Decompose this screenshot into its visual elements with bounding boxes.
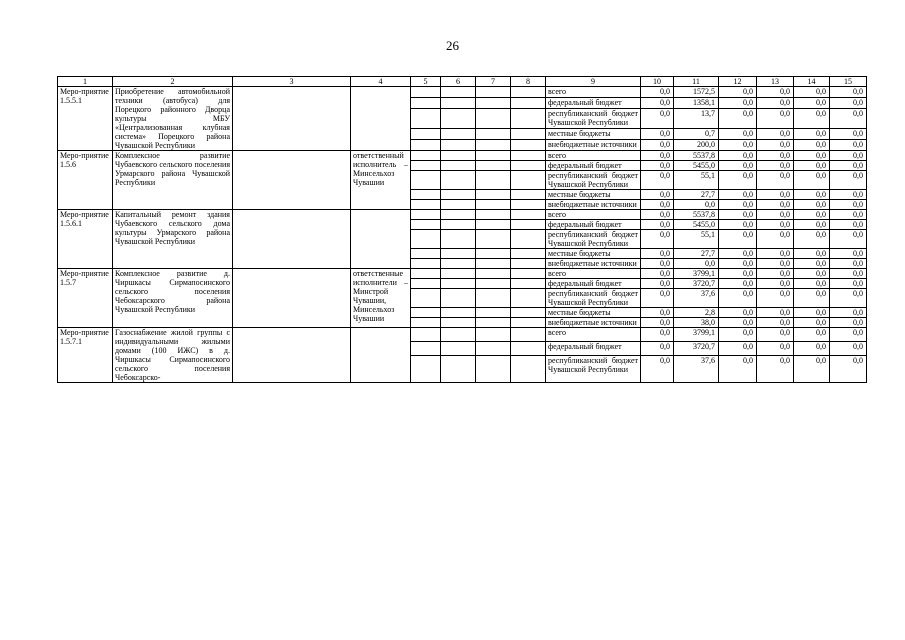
amount-cell: 0,0: [830, 289, 867, 308]
amount-cell: 0,0: [757, 140, 794, 151]
empty-cell: [511, 279, 546, 289]
funding-source: республиканский бюджет Чувашской Республики: [546, 289, 641, 308]
empty-cell: [441, 151, 476, 161]
amount-cell: 0,0: [757, 171, 794, 190]
amount-cell: 3799,1: [674, 328, 719, 342]
amount-cell: 0,0: [794, 328, 830, 342]
amount-cell: 3799,1: [674, 269, 719, 279]
funding-source: республиканский бюджет Чувашской Республики: [546, 356, 641, 383]
empty-cell: [441, 259, 476, 269]
amount-cell: 0,0: [830, 328, 867, 342]
column-number: 7: [476, 77, 511, 87]
table-row: [58, 269, 867, 279]
empty-cell: [441, 328, 476, 342]
amount-cell: 0,0: [757, 308, 794, 318]
empty-cell: [411, 308, 441, 318]
measure-name: Капитальный ремонт здания Чубаевского сельского дома культуры Урмарского района Чувашской Республики: [113, 210, 233, 269]
empty-cell: [233, 269, 351, 328]
empty-cell: [441, 269, 476, 279]
measure-code: Меро-приятие 1.5.6.1: [58, 210, 113, 269]
amount-cell: 0,0: [757, 129, 794, 140]
funding-source: республиканский бюджет Чувашской Республики: [546, 230, 641, 249]
amount-cell: 0,0: [757, 87, 794, 98]
amount-cell: 13,7: [674, 108, 719, 129]
column-number: 9: [546, 77, 641, 87]
empty-cell: [476, 190, 511, 200]
amount-cell: 0,0: [641, 249, 674, 259]
empty-cell: [476, 200, 511, 210]
amount-cell: 0,0: [641, 289, 674, 308]
empty-cell: [476, 220, 511, 230]
empty-cell: [476, 151, 511, 161]
amount-cell: 0,0: [830, 129, 867, 140]
amount-cell: 0,0: [830, 161, 867, 171]
amount-cell: 0,0: [794, 308, 830, 318]
amount-cell: 0,0: [794, 210, 830, 220]
measure-code: Меро-приятие 1.5.7: [58, 269, 113, 328]
amount-cell: 0,0: [757, 97, 794, 108]
empty-cell: [476, 279, 511, 289]
amount-cell: 0,0: [719, 269, 757, 279]
empty-cell: [233, 328, 351, 383]
column-number-row: [58, 77, 867, 87]
amount-cell: 0,0: [641, 279, 674, 289]
empty-cell: [476, 171, 511, 190]
table-row: [58, 87, 867, 98]
amount-cell: 0,0: [719, 190, 757, 200]
table-row: [58, 328, 867, 342]
funding-source: внебюджетные источники: [546, 259, 641, 269]
amount-cell: 37,6: [674, 356, 719, 383]
amount-cell: 0,0: [641, 151, 674, 161]
executor-cell: [351, 87, 411, 151]
amount-cell: 0,0: [719, 97, 757, 108]
empty-cell: [476, 129, 511, 140]
empty-cell: [411, 151, 441, 161]
amount-cell: 0,7: [674, 129, 719, 140]
empty-cell: [441, 161, 476, 171]
empty-cell: [476, 318, 511, 328]
amount-cell: 37,6: [674, 289, 719, 308]
empty-cell: [411, 269, 441, 279]
amount-cell: 0,0: [757, 289, 794, 308]
empty-cell: [511, 200, 546, 210]
amount-cell: 0,0: [719, 140, 757, 151]
amount-cell: 3720,7: [674, 279, 719, 289]
amount-cell: 0,0: [719, 356, 757, 383]
empty-cell: [441, 249, 476, 259]
amount-cell: 0,0: [830, 200, 867, 210]
funding-source: всего: [546, 269, 641, 279]
amount-cell: 0,0: [641, 129, 674, 140]
amount-cell: 0,0: [794, 230, 830, 249]
amount-cell: 0,0: [794, 269, 830, 279]
empty-cell: [511, 97, 546, 108]
column-number: 15: [830, 77, 867, 87]
empty-cell: [441, 220, 476, 230]
amount-cell: 55,1: [674, 171, 719, 190]
empty-cell: [411, 161, 441, 171]
amount-cell: 0,0: [757, 161, 794, 171]
empty-cell: [411, 318, 441, 328]
amount-cell: 2,8: [674, 308, 719, 318]
funding-source: всего: [546, 151, 641, 161]
empty-cell: [511, 269, 546, 279]
amount-cell: 0,0: [794, 161, 830, 171]
amount-cell: 0,0: [641, 328, 674, 342]
empty-cell: [411, 249, 441, 259]
amount-cell: 5537,8: [674, 151, 719, 161]
empty-cell: [511, 140, 546, 151]
amount-cell: 0,0: [757, 259, 794, 269]
amount-cell: 0,0: [794, 129, 830, 140]
empty-cell: [511, 108, 546, 129]
empty-cell: [511, 161, 546, 171]
empty-cell: [511, 210, 546, 220]
empty-cell: [511, 87, 546, 98]
table-row: [58, 210, 867, 220]
empty-cell: [476, 230, 511, 249]
amount-cell: 0,0: [794, 318, 830, 328]
amount-cell: 0,0: [641, 259, 674, 269]
measure-name: Комплексное развитие Чубаевского сельского поселения Урмарского района Чувашской Республики: [113, 151, 233, 210]
amount-cell: 0,0: [641, 210, 674, 220]
amount-cell: 5455,0: [674, 161, 719, 171]
amount-cell: 0,0: [719, 279, 757, 289]
funding-source: местные бюджеты: [546, 308, 641, 318]
amount-cell: 0,0: [794, 108, 830, 129]
amount-cell: 0,0: [830, 151, 867, 161]
empty-cell: [441, 318, 476, 328]
empty-cell: [441, 171, 476, 190]
amount-cell: 0,0: [641, 140, 674, 151]
column-number: 1: [58, 77, 113, 87]
funding-source: всего: [546, 87, 641, 98]
empty-cell: [511, 308, 546, 318]
empty-cell: [441, 308, 476, 318]
amount-cell: 27,7: [674, 249, 719, 259]
amount-cell: 0,0: [757, 269, 794, 279]
funding-source: федеральный бюджет: [546, 161, 641, 171]
amount-cell: 0,0: [794, 289, 830, 308]
empty-cell: [411, 108, 441, 129]
amount-cell: 0,0: [830, 171, 867, 190]
funding-source: внебюджетные источники: [546, 318, 641, 328]
amount-cell: 0,0: [674, 200, 719, 210]
empty-cell: [511, 342, 546, 356]
empty-cell: [411, 129, 441, 140]
amount-cell: 0,0: [719, 151, 757, 161]
empty-cell: [233, 151, 351, 210]
amount-cell: 0,0: [794, 87, 830, 98]
empty-cell: [511, 289, 546, 308]
amount-cell: 5455,0: [674, 220, 719, 230]
column-number: 13: [757, 77, 794, 87]
empty-cell: [441, 97, 476, 108]
empty-cell: [441, 342, 476, 356]
empty-cell: [476, 161, 511, 171]
empty-cell: [511, 220, 546, 230]
empty-cell: [441, 190, 476, 200]
empty-cell: [233, 210, 351, 269]
amount-cell: 0,0: [757, 210, 794, 220]
measure-name: Комплексное развитие д. Чиршкасы Сирмапосинского сельского поселения Чебоксарского района Чувашской Республики: [113, 269, 233, 328]
measure-code: Меро-приятие 1.5.7.1: [58, 328, 113, 383]
amount-cell: 0,0: [757, 342, 794, 356]
amount-cell: 0,0: [719, 129, 757, 140]
empty-cell: [511, 129, 546, 140]
amount-cell: 0,0: [641, 87, 674, 98]
empty-cell: [411, 171, 441, 190]
amount-cell: 0,0: [794, 279, 830, 289]
amount-cell: 0,0: [757, 151, 794, 161]
empty-cell: [441, 200, 476, 210]
amount-cell: 1358,1: [674, 97, 719, 108]
amount-cell: 0,0: [830, 108, 867, 129]
empty-cell: [441, 87, 476, 98]
amount-cell: 0,0: [719, 342, 757, 356]
executor-cell: ответственные исполнители – Минстрой Чувашии, Минсельхоз Чувашии: [351, 269, 411, 328]
amount-cell: 0,0: [641, 200, 674, 210]
column-number: 11: [674, 77, 719, 87]
amount-cell: 0,0: [757, 190, 794, 200]
amount-cell: 0,0: [641, 190, 674, 200]
empty-cell: [476, 289, 511, 308]
amount-cell: 0,0: [719, 210, 757, 220]
amount-cell: 0,0: [830, 97, 867, 108]
amount-cell: 0,0: [641, 308, 674, 318]
amount-cell: 0,0: [794, 200, 830, 210]
amount-cell: 0,0: [830, 318, 867, 328]
empty-cell: [476, 342, 511, 356]
column-number: 8: [511, 77, 546, 87]
empty-cell: [511, 249, 546, 259]
empty-cell: [441, 356, 476, 383]
empty-cell: [476, 356, 511, 383]
funding-source: федеральный бюджет: [546, 279, 641, 289]
amount-cell: 0,0: [641, 356, 674, 383]
amount-cell: 0,0: [641, 97, 674, 108]
amount-cell: 0,0: [830, 190, 867, 200]
amount-cell: 0,0: [794, 171, 830, 190]
amount-cell: 0,0: [830, 249, 867, 259]
funding-source: федеральный бюджет: [546, 220, 641, 230]
column-number: 14: [794, 77, 830, 87]
empty-cell: [411, 230, 441, 249]
measure-name: Приобретение автомобильной техники (автобуса) для Порецкого районного Дворца культуры МБУ «Централизованная клубная система» Порецкого района Чувашской Республики: [113, 87, 233, 151]
amount-cell: 0,0: [719, 108, 757, 129]
empty-cell: [511, 318, 546, 328]
amount-cell: 0,0: [719, 318, 757, 328]
empty-cell: [476, 97, 511, 108]
empty-cell: [441, 289, 476, 308]
amount-cell: 0,0: [830, 210, 867, 220]
funding-source: местные бюджеты: [546, 129, 641, 140]
amount-cell: 0,0: [641, 171, 674, 190]
empty-cell: [411, 289, 441, 308]
amount-cell: 0,0: [830, 269, 867, 279]
amount-cell: 0,0: [757, 279, 794, 289]
funding-source: внебюджетные источники: [546, 140, 641, 151]
amount-cell: 55,1: [674, 230, 719, 249]
measure-code: Меро-приятие 1.5.5.1: [58, 87, 113, 151]
amount-cell: 0,0: [757, 328, 794, 342]
amount-cell: 0,0: [719, 289, 757, 308]
executor-cell: [351, 328, 411, 383]
amount-cell: 0,0: [830, 356, 867, 383]
funding-source: федеральный бюджет: [546, 97, 641, 108]
empty-cell: [476, 328, 511, 342]
amount-cell: 0,0: [719, 308, 757, 318]
empty-cell: [511, 356, 546, 383]
empty-cell: [476, 210, 511, 220]
amount-cell: 0,0: [794, 259, 830, 269]
amount-cell: 0,0: [674, 259, 719, 269]
funding-source: внебюджетные источники: [546, 200, 641, 210]
amount-cell: 0,0: [641, 108, 674, 129]
amount-cell: 0,0: [757, 220, 794, 230]
empty-cell: [411, 220, 441, 230]
empty-cell: [476, 269, 511, 279]
funding-source: республиканский бюджет Чувашской Республики: [546, 171, 641, 190]
amount-cell: 0,0: [719, 259, 757, 269]
empty-cell: [511, 190, 546, 200]
empty-cell: [411, 279, 441, 289]
empty-cell: [441, 129, 476, 140]
empty-cell: [441, 210, 476, 220]
amount-cell: 0,0: [830, 140, 867, 151]
amount-cell: 0,0: [641, 220, 674, 230]
table-row: [58, 151, 867, 161]
amount-cell: 0,0: [719, 220, 757, 230]
empty-cell: [476, 259, 511, 269]
column-number: 6: [441, 77, 476, 87]
funding-source: федеральный бюджет: [546, 342, 641, 356]
amount-cell: 0,0: [794, 140, 830, 151]
amount-cell: 0,0: [641, 342, 674, 356]
empty-cell: [511, 171, 546, 190]
amount-cell: 1572,5: [674, 87, 719, 98]
empty-cell: [511, 259, 546, 269]
empty-cell: [441, 140, 476, 151]
executor-cell: ответственный исполнитель – Минсельхоз Чувашии: [351, 151, 411, 210]
empty-cell: [411, 210, 441, 220]
amount-cell: 0,0: [794, 342, 830, 356]
empty-cell: [411, 328, 441, 342]
amount-cell: 0,0: [830, 279, 867, 289]
amount-cell: 0,0: [641, 269, 674, 279]
empty-cell: [411, 87, 441, 98]
empty-cell: [411, 356, 441, 383]
amount-cell: 0,0: [757, 249, 794, 259]
column-number: 10: [641, 77, 674, 87]
empty-cell: [441, 108, 476, 129]
page-number: 26: [446, 38, 459, 53]
amount-cell: 0,0: [641, 318, 674, 328]
empty-cell: [411, 342, 441, 356]
amount-cell: 0,0: [719, 171, 757, 190]
amount-cell: 0,0: [719, 87, 757, 98]
funding-source: местные бюджеты: [546, 249, 641, 259]
amount-cell: 0,0: [830, 230, 867, 249]
measure-name: Газоснабжение жилой группы с индивидуальными жилыми домами (100 ИЖС) в д. Чиршкасы Сирмапосинского сельского поселения Чебоксарско-: [113, 328, 233, 383]
amount-cell: 0,0: [757, 318, 794, 328]
empty-cell: [411, 200, 441, 210]
column-number: 4: [351, 77, 411, 87]
amount-cell: 0,0: [794, 97, 830, 108]
funding-source: всего: [546, 328, 641, 342]
amount-cell: 0,0: [830, 308, 867, 318]
amount-cell: 0,0: [757, 230, 794, 249]
amount-cell: 0,0: [719, 249, 757, 259]
empty-cell: [411, 259, 441, 269]
empty-cell: [411, 190, 441, 200]
empty-cell: [511, 151, 546, 161]
amount-cell: 0,0: [830, 259, 867, 269]
amount-cell: 0,0: [794, 356, 830, 383]
amount-cell: 0,0: [794, 249, 830, 259]
empty-cell: [233, 87, 351, 151]
amount-cell: 0,0: [641, 230, 674, 249]
amount-cell: 27,7: [674, 190, 719, 200]
funding-source: местные бюджеты: [546, 190, 641, 200]
empty-cell: [476, 249, 511, 259]
funding-source: всего: [546, 210, 641, 220]
funding-source: республиканский бюджет Чувашской Республики: [546, 108, 641, 129]
empty-cell: [441, 279, 476, 289]
empty-cell: [476, 308, 511, 318]
amount-cell: 0,0: [719, 328, 757, 342]
empty-cell: [476, 87, 511, 98]
empty-cell: [511, 230, 546, 249]
program-table: [57, 76, 867, 383]
measure-code: Меро-приятие 1.5.6: [58, 151, 113, 210]
amount-cell: 0,0: [830, 342, 867, 356]
amount-cell: 0,0: [830, 87, 867, 98]
empty-cell: [476, 140, 511, 151]
amount-cell: 0,0: [757, 356, 794, 383]
amount-cell: 5537,8: [674, 210, 719, 220]
amount-cell: 0,0: [794, 151, 830, 161]
amount-cell: 3720,7: [674, 342, 719, 356]
amount-cell: 0,0: [794, 190, 830, 200]
empty-cell: [511, 328, 546, 342]
column-number: 5: [411, 77, 441, 87]
amount-cell: 0,0: [757, 200, 794, 210]
amount-cell: 0,0: [794, 220, 830, 230]
amount-cell: 0,0: [757, 108, 794, 129]
amount-cell: 0,0: [719, 161, 757, 171]
amount-cell: 200,0: [674, 140, 719, 151]
amount-cell: 0,0: [830, 220, 867, 230]
amount-cell: 0,0: [641, 161, 674, 171]
amount-cell: 0,0: [719, 230, 757, 249]
executor-cell: [351, 210, 411, 269]
empty-cell: [476, 108, 511, 129]
column-number: 2: [113, 77, 233, 87]
empty-cell: [411, 97, 441, 108]
column-number: 12: [719, 77, 757, 87]
empty-cell: [411, 140, 441, 151]
amount-cell: 0,0: [719, 200, 757, 210]
amount-cell: 38,0: [674, 318, 719, 328]
column-number: 3: [233, 77, 351, 87]
empty-cell: [441, 230, 476, 249]
